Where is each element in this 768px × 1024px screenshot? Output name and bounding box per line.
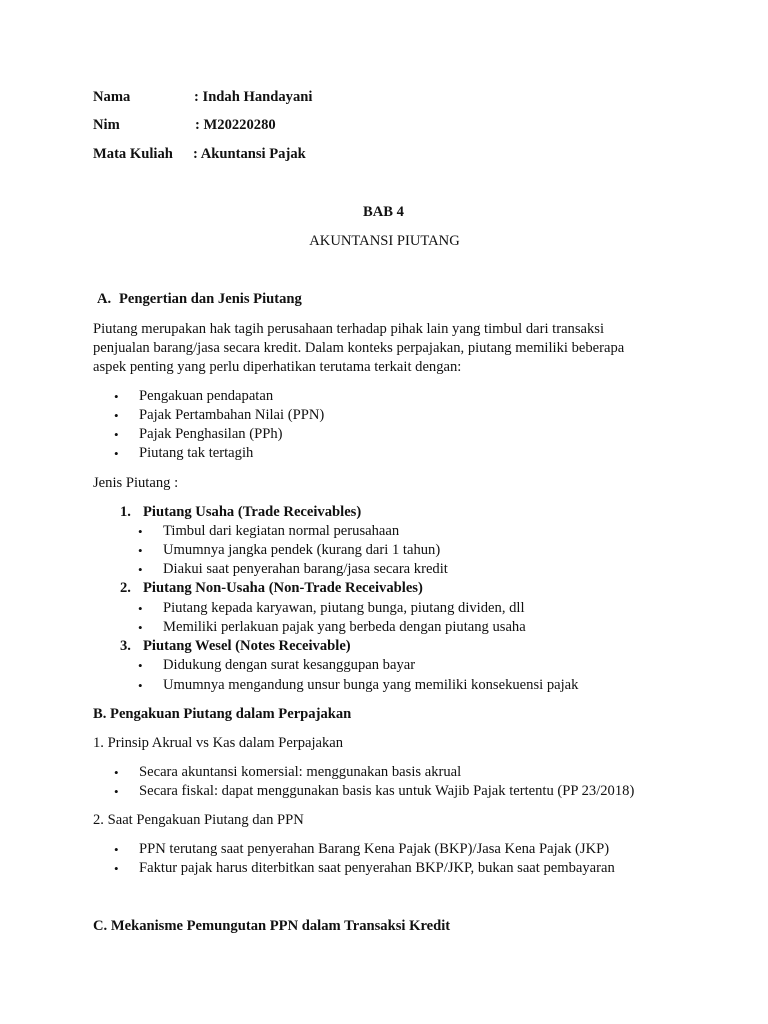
bullet-icon: • [138,620,143,635]
bullet-icon: • [114,765,119,780]
name-label: Nama [93,89,131,105]
intro-paragraph-line: penjualan barang/jasa secara kredit. Dalam konteks perpajakan, piutang memiliki beberapa [93,340,625,356]
nim-value: : M20220280 [195,117,276,133]
bullet-icon: • [138,562,143,577]
bullet-icon: • [114,408,119,423]
section-a-title: Pengertian dan Jenis Piutang [119,291,302,307]
bullet-icon: • [114,842,119,857]
course-value: : Akuntansi Pajak [193,146,306,162]
bullet-icon: • [138,601,143,616]
section-b-heading: B. Pengakuan Piutang dalam Perpajakan [93,706,352,722]
course-label: Mata Kuliah [93,146,173,162]
bullet-icon: • [114,446,119,461]
section-a-marker: A. [97,291,112,307]
nim-label: Nim [93,117,120,133]
bullet-icon: • [138,678,143,693]
bullet-icon: • [114,784,119,799]
bullet-icon: • [138,658,143,673]
name-value: : Indah Handayani [194,89,313,105]
bullet-icon: • [114,861,119,876]
intro-paragraph-line: Piutang merupakan hak tagih perusahaan terhadap pihak lain yang timbul dari transaksi [93,321,605,337]
intro-paragraph-line: aspek penting yang perlu diperhatikan terutama terkait dengan: [93,359,462,375]
subsection-title: 2. Saat Pengakuan Piutang dan PPN [93,812,304,828]
subsection-title: 1. Prinsip Akrual vs Kas dalam Perpajakan [93,735,344,751]
bullet-icon: • [114,427,119,442]
section-c-heading: C. Mekanisme Pemungutan PPN dalam Transaksi Kredit [93,918,451,934]
bullet-icon: • [138,543,143,558]
section-a-heading [97,290,302,309]
bullet-icon: • [138,524,143,539]
chapter-title: AKUNTANSI PIUTANG [309,233,460,249]
types-intro: Jenis Piutang : [93,475,179,491]
bullet-icon: • [114,389,119,404]
chapter-number: BAB 4 [363,204,404,220]
